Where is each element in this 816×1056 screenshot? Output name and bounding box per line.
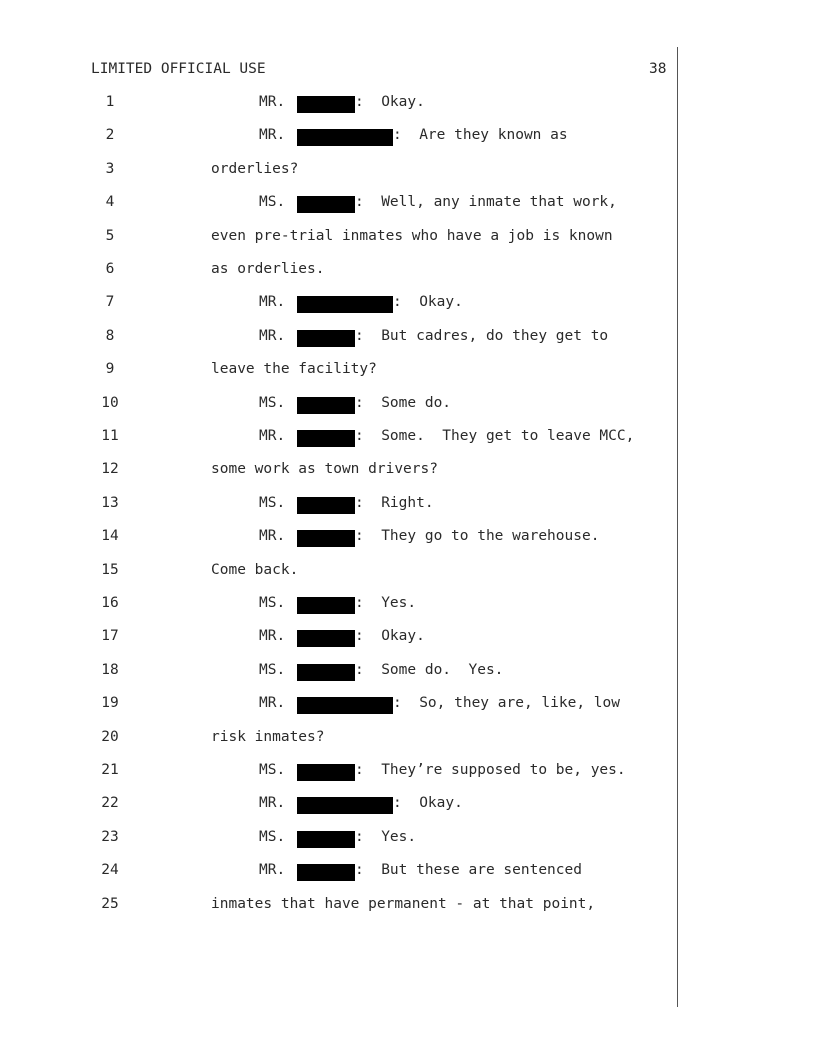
line-number: 6	[105, 261, 115, 277]
speaker-title: MS.	[259, 494, 286, 511]
spoken-text: : Right.	[355, 494, 434, 511]
transcript-line	[0, 228, 816, 248]
redaction-box	[297, 196, 355, 213]
transcript-line	[0, 662, 816, 682]
line-number: 13	[101, 494, 119, 511]
redaction-box	[297, 831, 355, 848]
line-number: 12	[101, 461, 119, 478]
redaction-box	[297, 764, 355, 781]
page-number: 38	[649, 61, 667, 77]
transcript-line	[0, 628, 816, 648]
continuation-text: even pre-trial inmates who have a job is known	[211, 227, 613, 244]
line-number: 10	[101, 394, 119, 411]
spoken-text: : So, they are, like, low	[393, 695, 620, 712]
spoken-text: : Some. They get to leave MCC,	[355, 428, 635, 444]
continuation-text: leave the facility?	[211, 361, 377, 378]
spoken-text: : Some do.	[355, 394, 452, 411]
transcript-line	[0, 161, 816, 181]
spoken-text: : Yes.	[355, 828, 417, 845]
transcript-line	[0, 261, 816, 281]
redaction-box	[297, 129, 393, 146]
redaction-box	[297, 630, 355, 647]
speaker-title: MR.	[259, 294, 286, 311]
transcript-line	[0, 294, 816, 314]
transcript-line	[0, 495, 816, 515]
redaction-box	[297, 330, 355, 347]
continuation-text: risk inmates?	[211, 728, 325, 745]
line-number: 25	[101, 895, 119, 912]
transcript-line	[0, 461, 816, 481]
transcript-line	[0, 528, 816, 548]
spoken-text: : Okay.	[355, 94, 425, 110]
speaker-title: MS.	[259, 762, 286, 778]
line-number: 2	[105, 127, 115, 144]
line-number: 23	[101, 828, 119, 845]
transcript-line	[0, 94, 816, 114]
redaction-box	[297, 430, 355, 447]
spoken-text: : Yes.	[355, 595, 417, 611]
line-number: 17	[101, 628, 119, 645]
transcript-line	[0, 361, 816, 381]
spoken-text: : Are they known as	[393, 127, 568, 144]
line-number: 24	[101, 862, 119, 879]
transcript-line	[0, 328, 816, 348]
line-number: 20	[101, 728, 119, 745]
redaction-box	[297, 497, 355, 514]
continuation-text: inmates that have permanent - at that point,	[211, 895, 596, 912]
transcript-line	[0, 428, 816, 448]
redaction-box	[297, 530, 355, 547]
transcript-line	[0, 562, 816, 582]
redaction-box	[297, 797, 393, 814]
line-number: 15	[101, 561, 119, 578]
line-number: 5	[105, 227, 115, 244]
speaker-title: MR.	[259, 528, 286, 545]
continuation-text: as orderlies.	[211, 261, 325, 277]
speaker-title: MS.	[259, 595, 286, 611]
speaker-title: MR.	[259, 862, 286, 879]
spoken-text: : Okay.	[393, 795, 463, 812]
speaker-title: MR.	[259, 127, 286, 144]
transcript-line	[0, 729, 816, 749]
transcript-line	[0, 194, 816, 214]
speaker-title: MS.	[259, 194, 286, 211]
line-number: 7	[105, 294, 115, 311]
spoken-text: : Okay.	[355, 628, 425, 645]
speaker-title: MR.	[259, 695, 286, 712]
transcript-line	[0, 695, 816, 715]
spoken-text: : Well, any inmate that work,	[355, 194, 617, 211]
line-number: 3	[105, 160, 115, 177]
continuation-text: orderlies?	[211, 160, 299, 177]
spoken-text: : They go to the warehouse.	[355, 528, 600, 545]
line-number: 16	[101, 595, 119, 611]
spoken-text: : They’re supposed to be, yes.	[355, 762, 626, 778]
speaker-title: MS.	[259, 394, 286, 411]
transcript-line	[0, 862, 816, 882]
transcript-line	[0, 395, 816, 415]
line-number: 4	[105, 194, 115, 211]
transcript-line	[0, 795, 816, 815]
line-number: 11	[101, 428, 119, 444]
line-number: 18	[101, 661, 119, 678]
line-number: 19	[101, 695, 119, 712]
continuation-text: some work as town drivers?	[211, 461, 438, 478]
redaction-box	[297, 296, 393, 313]
line-number: 21	[101, 762, 119, 778]
spoken-text: : But cadres, do they get to	[355, 327, 609, 344]
spoken-text: : Okay.	[393, 294, 463, 311]
spoken-text: : But these are sentenced	[355, 862, 582, 879]
redaction-box	[297, 597, 355, 614]
line-number: 22	[101, 795, 119, 812]
redaction-box	[297, 664, 355, 681]
speaker-title: MR.	[259, 94, 286, 110]
transcript-line	[0, 127, 816, 147]
speaker-title: MR.	[259, 428, 286, 444]
line-number: 9	[105, 361, 115, 378]
continuation-text: Come back.	[211, 561, 299, 578]
transcript-line	[0, 896, 816, 916]
document-marking: LIMITED OFFICIAL USE	[91, 61, 266, 77]
redaction-box	[297, 96, 355, 113]
spoken-text: : Some do. Yes.	[355, 661, 504, 678]
transcript-line	[0, 762, 816, 782]
transcript-line	[0, 829, 816, 849]
line-number: 8	[105, 327, 115, 344]
line-number: 1	[105, 94, 115, 110]
line-number: 14	[101, 528, 119, 545]
redaction-box	[297, 397, 355, 414]
transcript-line	[0, 595, 816, 615]
redaction-box	[297, 697, 393, 714]
speaker-title: MR.	[259, 327, 286, 344]
speaker-title: MR.	[259, 795, 286, 812]
speaker-title: MR.	[259, 628, 286, 645]
redaction-box	[297, 864, 355, 881]
speaker-title: MS.	[259, 828, 286, 845]
speaker-title: MS.	[259, 661, 286, 678]
